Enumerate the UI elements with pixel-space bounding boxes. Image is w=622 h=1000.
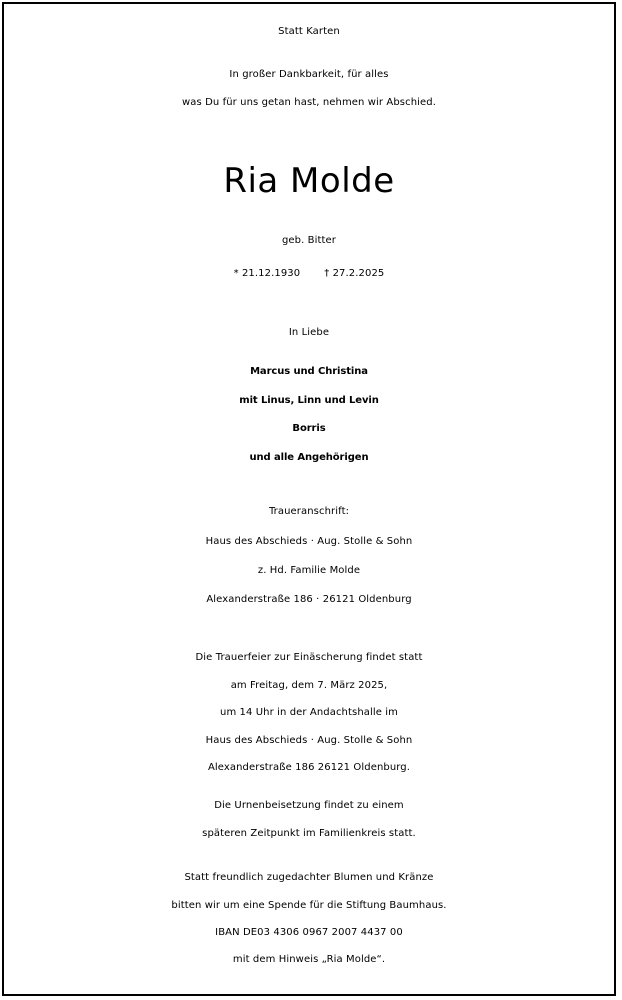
mourner-line-3: Borris <box>292 423 326 434</box>
address-line-3: z. Hd. Familie Molde <box>257 565 361 576</box>
birth-date: * 21.12.1930 <box>233 268 301 279</box>
donation-line-3: IBAN DE03 4306 0967 2007 4437 00 <box>215 927 403 938</box>
burial-line-2: späteren Zeitpunkt im Familienkreis statt. <box>202 828 416 839</box>
header-text: Statt Karten <box>278 26 340 37</box>
ceremony-line-2: am Freitag, dem 7. März 2025, <box>230 680 388 691</box>
address-line-4: Alexanderstraße 186 · 26121 Oldenburg <box>206 594 412 605</box>
deceased-name: Ria Molde <box>223 161 395 201</box>
address-line-2: Haus des Abschieds · Aug. Stolle & Sohn <box>205 536 413 547</box>
donation-line-1: Statt freundlich zugedachter Blumen und Kränze <box>184 872 434 883</box>
born-name: geb. Bitter <box>281 235 337 246</box>
ceremony-line-3: um 14 Uhr in der Andachtshalle im <box>220 707 398 718</box>
intro-line-2: was Du für uns getan hast, nehmen wir Abschied. <box>181 97 437 108</box>
death-date: † 27.2.2025 <box>324 268 385 279</box>
donation-line-2: bitten wir um eine Spende für die Stiftung Baumhaus. <box>171 900 447 911</box>
address-line-1: Traueranschrift: <box>268 506 350 517</box>
in-love-text: In Liebe <box>288 327 330 338</box>
ceremony-line-4: Haus des Abschieds · Aug. Stolle & Sohn <box>205 735 413 746</box>
mourner-line-4: und alle Angehörigen <box>249 452 369 463</box>
ceremony-line-1: Die Trauerfeier zur Einäscherung findet statt <box>195 652 423 663</box>
ceremony-line-5: Alexanderstraße 186 26121 Oldenburg. <box>207 762 411 773</box>
intro-line-1: In großer Dankbarkeit, für alles <box>229 69 389 80</box>
obituary-notice <box>2 2 616 996</box>
mourner-line-2: mit Linus, Linn und Levin <box>239 395 379 406</box>
donation-line-4: mit dem Hinweis „Ria Molde“. <box>232 954 386 965</box>
life-dates <box>4 262 614 286</box>
burial-line-1: Die Urnenbeisetzung findet zu einem <box>214 800 404 811</box>
mourner-line-1: Marcus und Christina <box>250 366 368 377</box>
